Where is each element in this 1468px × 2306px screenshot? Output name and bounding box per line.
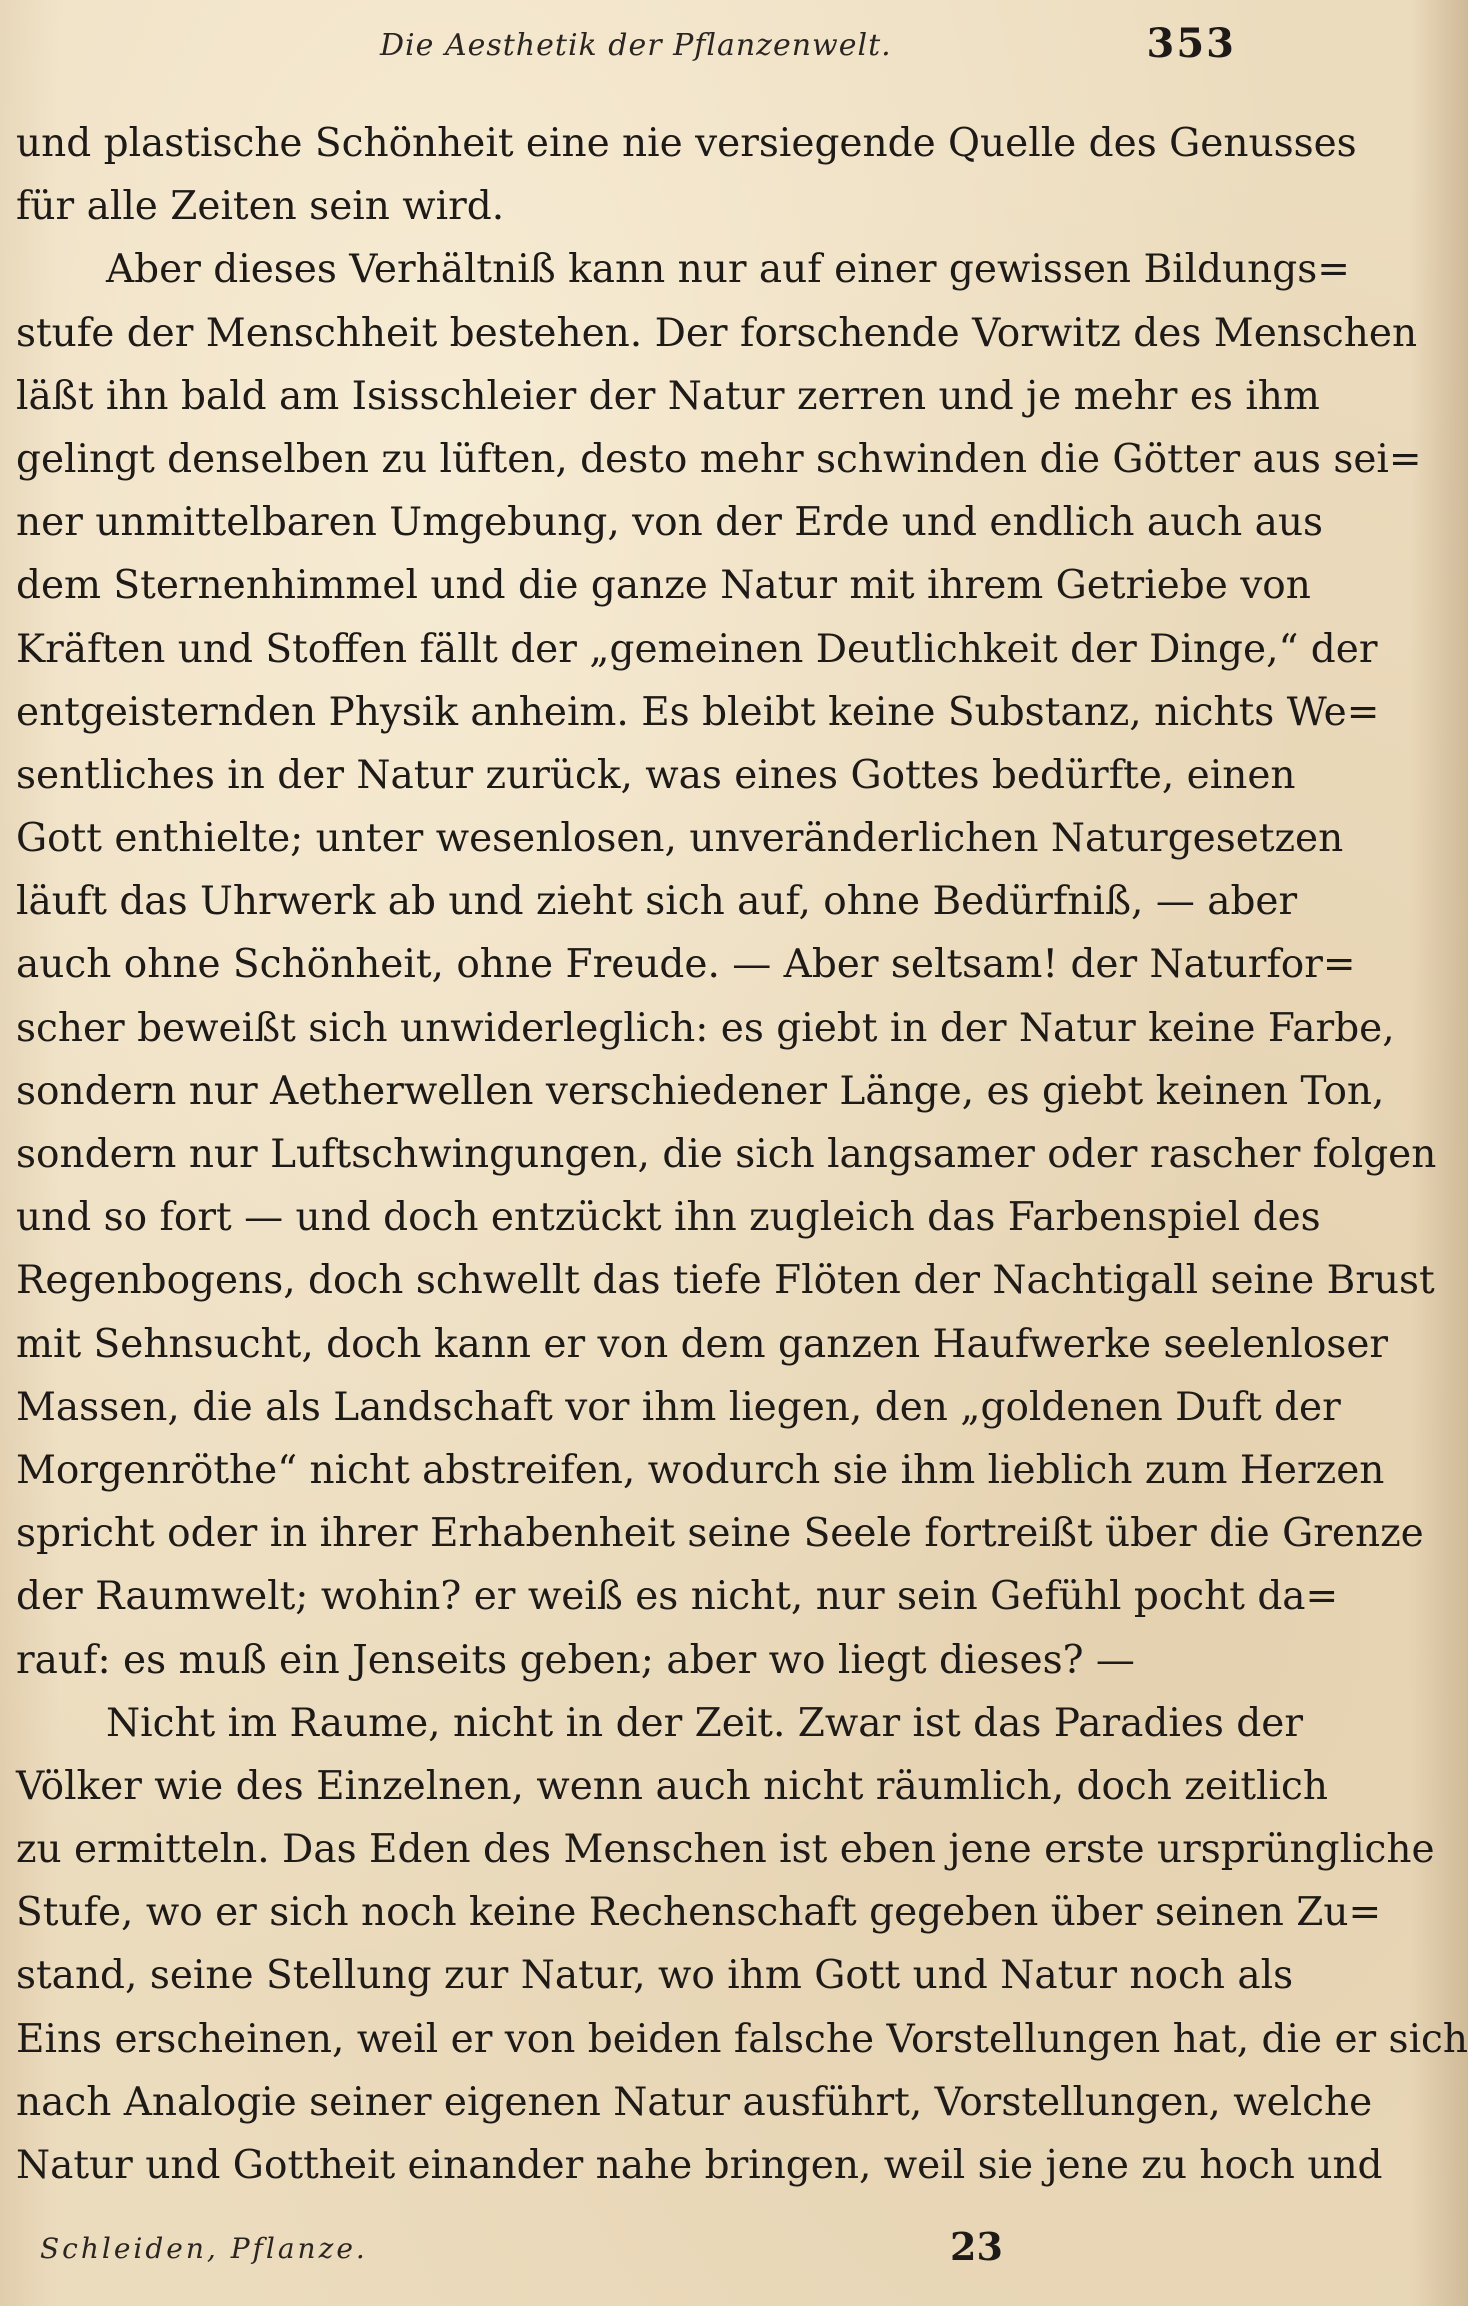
text-line: Eins erscheinen, weil er von beiden falsche Vorstellungen hat, die er sich — [16, 2016, 1468, 2062]
text-line: Nicht im Raume, nicht in der Zeit. Zwar ist das Paradies der — [106, 1700, 1303, 1746]
text-line: auch ohne Schönheit, ohne Freude. — Aber seltsam! der Naturfor= — [16, 942, 1356, 988]
text-line: Massen, die als Landschaft vor ihm liegen, den „goldenen Duft der — [16, 1384, 1341, 1430]
text-line: Völker wie des Einzelnen, wenn auch nicht räumlich, doch zeitlich — [16, 1763, 1328, 1809]
text-line: scher beweißt sich unwiderleglich: es giebt in der Natur keine Farbe, — [16, 1005, 1395, 1051]
text-line: Morgenröthe“ nicht abstreifen, wodurch sie ihm lieblich zum Herzen — [16, 1447, 1385, 1493]
text-line: Stufe, wo er sich noch keine Rechenschaft gegeben über seinen Zu= — [16, 1890, 1382, 1936]
text-line: stand, seine Stellung zur Natur, wo ihm Gott und Natur noch als — [16, 1953, 1294, 1999]
text-line: läuft das Uhrwerk ab und zieht sich auf, ohne Bedürfniß, — aber — [16, 879, 1298, 925]
text-line: für alle Zeiten sein wird. — [16, 184, 505, 230]
text-line: rauf: es muß ein Jenseits geben; aber wo liegt dieses? — — [16, 1637, 1135, 1683]
text-line: Natur und Gottheit einander nahe bringen, weil sie jene zu hoch und — [16, 2143, 1383, 2188]
sheet-number: 23 — [950, 2224, 1003, 2269]
text-line: läßt ihn bald am Isisschleier der Natur zerren und je mehr es ihm — [16, 373, 1320, 419]
text-line: dem Sternenhimmel und die ganze Natur mit ihrem Getriebe von — [16, 563, 1311, 609]
text-line: sondern nur Luftschwingungen, die sich langsamer oder rascher folgen — [16, 1132, 1437, 1177]
body-text — [16, 112, 1468, 2197]
text-line: der Raumwelt; wohin? er weiß es nicht, nur sein Gefühl pocht da= — [16, 1574, 1339, 1620]
text-line: gelingt denselben zu lüften, desto mehr schwinden die Götter aus sei= — [16, 436, 1422, 482]
text-line: zu ermitteln. Das Eden des Menschen ist eben jene erste ursprüngliche — [16, 1827, 1435, 1873]
text-line: nach Analogie seiner eigenen Natur ausführt, Vorstellungen, welche — [16, 2079, 1373, 2125]
footer-signature: Schleiden, Pflanze. — [40, 2232, 368, 2265]
text-line: Gott enthielte; unter wesenlosen, unveränderlichen Naturgesetzen — [16, 816, 1344, 862]
text-line: Aber dieses Verhältniß kann nur auf einer gewissen Bildungs= — [106, 247, 1350, 293]
text-line: sentliches in der Natur zurück, was eines Gottes bedürfte, einen — [16, 752, 1296, 798]
text-line: Kräften und Stoffen fällt der „gemeinen Deutlichkeit der Dinge,“ der — [16, 626, 1378, 672]
text-line: spricht oder in ihrer Erhabenheit seine Seele fortreißt über die Grenze — [16, 1511, 1424, 1557]
text-line: Regenbogens, doch schwellt das tiefe Flöten der Nachtigall seine Brust — [16, 1258, 1435, 1304]
text-line: mit Sehnsucht, doch kann er von dem ganzen Haufwerke seelenloser — [16, 1321, 1389, 1367]
running-title: Die Aesthetik der Pflanzenwelt. — [380, 28, 892, 63]
text-line: ner unmittelbaren Umgebung, von der Erde und endlich auch aus — [16, 500, 1323, 546]
text-line: entgeisternden Physik anheim. Es bleibt keine Substanz, nichts We= — [16, 689, 1380, 735]
text-line: stufe der Menschheit bestehen. Der forschende Vorwitz des Menschen — [16, 310, 1418, 356]
text-line: und so fort — und doch entzückt ihn zugleich das Farbenspiel des — [16, 1195, 1321, 1241]
page-number: 353 — [1146, 20, 1236, 67]
text-line: und plastische Schönheit eine nie versiegende Quelle des Genusses — [16, 121, 1357, 166]
text-line: sondern nur Aetherwellen verschiedener Länge, es giebt keinen Ton, — [16, 1068, 1385, 1114]
